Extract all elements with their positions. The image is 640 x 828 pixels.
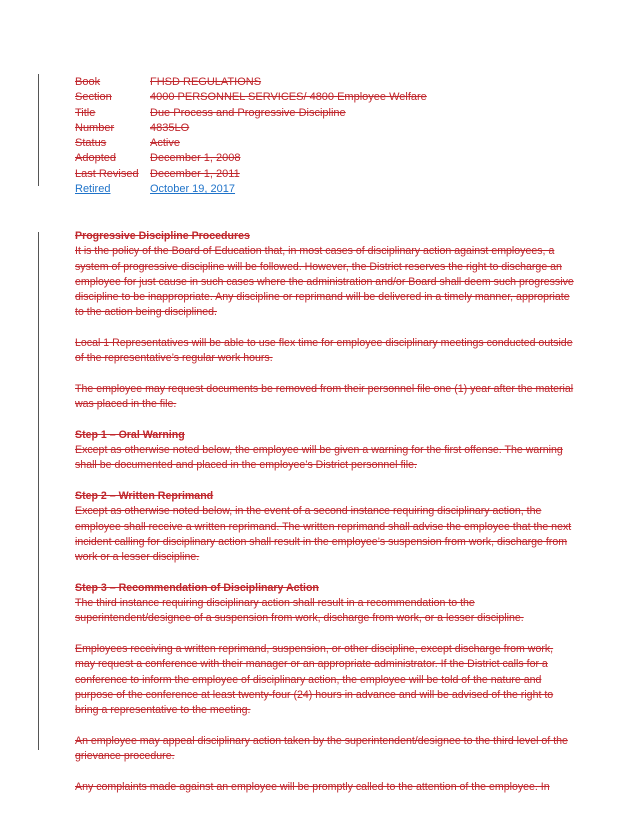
paragraph-text: Except as otherwise noted below, in the event of a second instance requiring disciplinary action, the employee shall receive a written reprimand. The written reprimand shall advise the employee that the next incident calling for disciplinary action shall result in the employee’s suspension from work, discharge from work or a lesser discipline. <box>75 505 572 564</box>
paragraph-step-2 <box>75 489 575 565</box>
section-heading: Step 3 – Recommendation of Disciplinary Action <box>75 581 319 594</box>
metadata-row-adopted <box>75 151 595 166</box>
paragraph-step-3 <box>75 581 575 627</box>
paragraph-text: It is the policy of the Board of Education that, in most cases of disciplinary action against employees, a system of progressive discipline will be followed. However, the District reserves the right to discharge an employee for just cause in such cases where the administration and/or Board shall deem such progressive discipline to be inappropriate. Any discipline or reprimand will be delivered in a timely manner, appropriate to the action being disciplined. <box>75 245 574 319</box>
metadata-value: December 1, 2011 <box>150 167 240 180</box>
paragraph-conference <box>75 642 575 718</box>
metadata-label: Status <box>75 137 107 150</box>
change-bar-metadata <box>38 74 39 186</box>
metadata-value: December 1, 2008 <box>150 152 241 165</box>
metadata-value: October 19, 2017 <box>150 183 236 196</box>
paragraph-text: An employee may appeal disciplinary action taken by the superintendent/designee to the third level of the grievance procedure. <box>75 734 568 763</box>
metadata-row-section <box>75 90 595 105</box>
section-heading: Progressive Discipline Procedures <box>75 230 250 242</box>
metadata-label: Section <box>75 91 112 104</box>
metadata-row-retired <box>75 182 595 197</box>
document-body <box>75 229 575 810</box>
section-heading: Step 2 – Written Reprimand <box>75 490 214 503</box>
metadata-value: 4000 PERSONNEL SERVICES/ 4800 Employee Welfare <box>150 91 427 104</box>
paragraph-local-1-representatives <box>75 336 575 367</box>
paragraph-text: Any complaints made against an employee will be promptly called to the attention of the employee. In <box>75 780 550 793</box>
change-bar-body <box>38 232 39 750</box>
metadata-label: Retired <box>75 183 111 196</box>
metadata-label: Title <box>75 106 96 119</box>
metadata-table <box>75 75 595 197</box>
metadata-label: Last Revised <box>75 167 139 180</box>
metadata-label: Number <box>75 121 115 134</box>
paragraph-step-1 <box>75 428 575 474</box>
metadata-value: Due Process and Progressive Discipline <box>150 106 346 119</box>
metadata-label: Adopted <box>75 152 116 165</box>
paragraph-progressive-discipline <box>75 229 575 321</box>
metadata-row-last-revised <box>75 167 595 182</box>
paragraph-text: Except as otherwise noted below, the employee will be given a warning for the first offense. The warning shall be documented and placed in the employee’s District personnel file. <box>75 444 563 472</box>
metadata-label: Book <box>75 76 101 88</box>
metadata-row-number <box>75 121 595 136</box>
paragraph-text: Local 1 Representatives will be able to use flex time for employee disciplinary meetings conducted outside of the representative’s regular work hours. <box>75 337 573 365</box>
paragraph-complaints <box>75 780 575 795</box>
paragraph-text: Employees receiving a written reprimand, suspension, or other discipline, except discharge from work, may request a conference with their manager or an appropriate administrator. If the District calls for a conference to inform the employee of disciplinary action, the employee will be told of the nature and purpose of the conference at least twenty-four (24) hours in advance and will be advised of the right to bring a representative to the meeting. <box>75 643 554 717</box>
section-heading: Step 1 – Oral Warning <box>75 428 185 441</box>
metadata-row-book <box>75 75 595 90</box>
paragraph-personnel-file-removal <box>75 382 575 413</box>
metadata-value: FHSD REGULATIONS <box>150 76 262 88</box>
metadata-row-status <box>75 136 595 151</box>
metadata-row-title <box>75 106 595 121</box>
metadata-value: 4835LO <box>150 121 190 134</box>
paragraph-appeal <box>75 734 575 765</box>
paragraph-text: The third instance requiring disciplinary action shall result in a recommendation to the superintendent/designee of a suspension from work, discharge from work, or a lesser discipline. <box>75 597 524 625</box>
metadata-value: Active <box>150 137 180 150</box>
paragraph-text: The employee may request documents be removed from their personnel file one (1) year after the material was placed in the file. <box>75 382 574 411</box>
